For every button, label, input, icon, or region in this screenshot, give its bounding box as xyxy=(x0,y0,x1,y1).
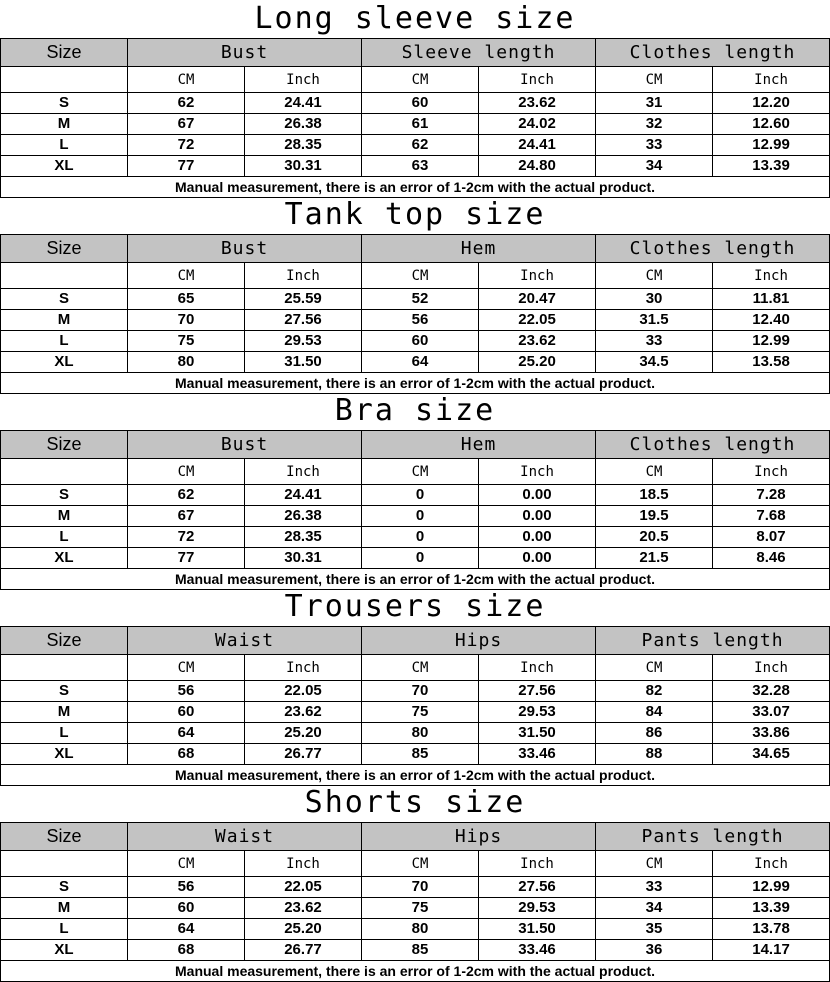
measurement-value: 25.20 xyxy=(245,723,362,744)
unit-label: Inch xyxy=(713,851,830,877)
measurement-value: 27.56 xyxy=(479,877,596,898)
measurement-value: 61 xyxy=(362,114,479,135)
measurement-value: 72 xyxy=(128,527,245,548)
table-row xyxy=(1,331,830,352)
measurement-value: 0.00 xyxy=(479,506,596,527)
measure-group-header: Bust xyxy=(128,235,362,263)
size-column-header: Size xyxy=(1,431,128,459)
measurement-value: 0 xyxy=(362,485,479,506)
header-row xyxy=(1,431,830,459)
unit-label: CM xyxy=(362,655,479,681)
measurement-value: 70 xyxy=(362,681,479,702)
measurement-value: 68 xyxy=(128,940,245,961)
unit-label: CM xyxy=(596,851,713,877)
size-table xyxy=(0,822,830,982)
unit-label: CM xyxy=(596,263,713,289)
measurement-value: 29.53 xyxy=(245,331,362,352)
section-title: Shorts size xyxy=(304,785,526,820)
measurement-value: 56 xyxy=(128,681,245,702)
measurement-value: 12.99 xyxy=(713,331,830,352)
unit-label: CM xyxy=(362,851,479,877)
measurement-value: 77 xyxy=(128,156,245,177)
measurement-value: 8.07 xyxy=(713,527,830,548)
measurement-value: 23.62 xyxy=(479,331,596,352)
measurement-value: 31.50 xyxy=(245,352,362,373)
measurement-value: 24.02 xyxy=(479,114,596,135)
size-column-header: Size xyxy=(1,627,128,655)
header-row xyxy=(1,235,830,263)
measurement-value: 18.5 xyxy=(596,485,713,506)
measurement-value: 28.35 xyxy=(245,135,362,156)
measurement-value: 13.39 xyxy=(713,898,830,919)
size-label: XL xyxy=(1,744,128,765)
unit-label: CM xyxy=(362,459,479,485)
size-label: S xyxy=(1,485,128,506)
size-table xyxy=(0,626,830,786)
table-row xyxy=(1,156,830,177)
table-row xyxy=(1,681,830,702)
size-section xyxy=(0,0,830,196)
table-row xyxy=(1,506,830,527)
measurement-value: 65 xyxy=(128,289,245,310)
size-label: L xyxy=(1,919,128,940)
size-label: S xyxy=(1,93,128,114)
measurement-value: 12.40 xyxy=(713,310,830,331)
measurement-value: 85 xyxy=(362,744,479,765)
measurement-value: 27.56 xyxy=(479,681,596,702)
size-label: M xyxy=(1,506,128,527)
unit-row-blank-cell xyxy=(1,67,128,93)
measurement-value: 62 xyxy=(362,135,479,156)
table-row xyxy=(1,940,830,961)
measurement-value: 24.41 xyxy=(479,135,596,156)
unit-label: Inch xyxy=(713,263,830,289)
measurement-value: 56 xyxy=(128,877,245,898)
size-label: M xyxy=(1,898,128,919)
measurement-value: 64 xyxy=(128,919,245,940)
unit-row-blank-cell xyxy=(1,459,128,485)
unit-label: CM xyxy=(596,459,713,485)
measurement-value: 12.99 xyxy=(713,135,830,156)
measure-group-header: Hem xyxy=(362,235,596,263)
measurement-value: 12.20 xyxy=(713,93,830,114)
unit-label: Inch xyxy=(245,67,362,93)
measurement-value: 33 xyxy=(596,135,713,156)
section-title: Bra size xyxy=(334,393,496,428)
measurement-value: 0.00 xyxy=(479,485,596,506)
measurement-value: 22.05 xyxy=(245,681,362,702)
measurement-value: 0 xyxy=(362,527,479,548)
measurement-value: 26.38 xyxy=(245,114,362,135)
measurement-value: 35 xyxy=(596,919,713,940)
unit-label: Inch xyxy=(713,459,830,485)
size-label: XL xyxy=(1,940,128,961)
measurement-value: 28.35 xyxy=(245,527,362,548)
measurement-value: 20.47 xyxy=(479,289,596,310)
measurement-value: 33 xyxy=(596,877,713,898)
size-label: XL xyxy=(1,156,128,177)
measurement-value: 13.78 xyxy=(713,919,830,940)
size-section xyxy=(0,196,830,392)
header-row xyxy=(1,823,830,851)
measurement-value: 34 xyxy=(596,898,713,919)
unit-row xyxy=(1,67,830,93)
measurement-value: 31.50 xyxy=(479,919,596,940)
measurement-value: 8.46 xyxy=(713,548,830,569)
unit-row xyxy=(1,263,830,289)
size-label: XL xyxy=(1,548,128,569)
table-row xyxy=(1,877,830,898)
measurement-value: 30.31 xyxy=(245,548,362,569)
size-label: M xyxy=(1,114,128,135)
unit-label: CM xyxy=(596,67,713,93)
measurement-value: 32.28 xyxy=(713,681,830,702)
unit-label: CM xyxy=(362,67,479,93)
measurement-value: 62 xyxy=(128,485,245,506)
measurement-value: 27.56 xyxy=(245,310,362,331)
unit-label: CM xyxy=(128,851,245,877)
measurement-value: 24.80 xyxy=(479,156,596,177)
measurement-value: 75 xyxy=(128,331,245,352)
section-title: Trousers size xyxy=(284,589,546,624)
measurement-value: 34 xyxy=(596,156,713,177)
table-row xyxy=(1,527,830,548)
measurement-value: 19.5 xyxy=(596,506,713,527)
measurement-value: 70 xyxy=(362,877,479,898)
measurement-value: 25.20 xyxy=(479,352,596,373)
unit-label: Inch xyxy=(479,851,596,877)
table-row xyxy=(1,485,830,506)
unit-label: CM xyxy=(128,459,245,485)
measurement-value: 67 xyxy=(128,114,245,135)
measurement-note: Manual measurement, there is an error of 1-2cm with the actual product. xyxy=(1,765,830,786)
measurement-value: 23.62 xyxy=(479,93,596,114)
measurement-value: 26.77 xyxy=(245,744,362,765)
measure-group-header: Waist xyxy=(128,627,362,655)
measurement-value: 7.68 xyxy=(713,506,830,527)
size-table xyxy=(0,430,830,590)
measurement-value: 86 xyxy=(596,723,713,744)
size-column-header: Size xyxy=(1,823,128,851)
unit-label: Inch xyxy=(245,655,362,681)
measurement-value: 64 xyxy=(362,352,479,373)
note-row xyxy=(1,373,830,394)
measure-group-header: Pants length xyxy=(596,627,830,655)
table-row xyxy=(1,135,830,156)
measurement-value: 33 xyxy=(596,331,713,352)
size-label: S xyxy=(1,877,128,898)
size-label: L xyxy=(1,331,128,352)
measurement-value: 25.59 xyxy=(245,289,362,310)
measurement-value: 84 xyxy=(596,702,713,723)
measurement-value: 13.58 xyxy=(713,352,830,373)
unit-row xyxy=(1,459,830,485)
measurement-value: 77 xyxy=(128,548,245,569)
measure-group-header: Pants length xyxy=(596,823,830,851)
unit-label: CM xyxy=(128,263,245,289)
measurement-value: 34.5 xyxy=(596,352,713,373)
table-row xyxy=(1,898,830,919)
measurement-note: Manual measurement, there is an error of 1-2cm with the actual product. xyxy=(1,373,830,394)
measurement-value: 24.41 xyxy=(245,485,362,506)
measurement-value: 31.50 xyxy=(479,723,596,744)
measurement-value: 82 xyxy=(596,681,713,702)
measurement-value: 85 xyxy=(362,940,479,961)
measurement-value: 34.65 xyxy=(713,744,830,765)
unit-label: Inch xyxy=(479,459,596,485)
measurement-value: 60 xyxy=(362,93,479,114)
measurement-value: 70 xyxy=(128,310,245,331)
measurement-value: 20.5 xyxy=(596,527,713,548)
measurement-value: 26.77 xyxy=(245,940,362,961)
measurement-note: Manual measurement, there is an error of 1-2cm with the actual product. xyxy=(1,177,830,198)
unit-label: Inch xyxy=(245,263,362,289)
size-table xyxy=(0,234,830,394)
unit-label: CM xyxy=(362,263,479,289)
measurement-value: 72 xyxy=(128,135,245,156)
measurement-value: 30 xyxy=(596,289,713,310)
unit-label: Inch xyxy=(479,263,596,289)
table-row xyxy=(1,723,830,744)
section-title: Long sleeve size xyxy=(254,1,576,36)
measurement-value: 64 xyxy=(128,723,245,744)
measurement-value: 31 xyxy=(596,93,713,114)
measure-group-header: Bust xyxy=(128,431,362,459)
header-row xyxy=(1,627,830,655)
measurement-note: Manual measurement, there is an error of 1-2cm with the actual product. xyxy=(1,961,830,982)
measurement-value: 80 xyxy=(362,723,479,744)
size-column-header: Size xyxy=(1,235,128,263)
note-row xyxy=(1,177,830,198)
measurement-value: 75 xyxy=(362,898,479,919)
measure-group-header: Clothes length xyxy=(596,431,830,459)
measurement-value: 60 xyxy=(128,702,245,723)
measurement-value: 12.99 xyxy=(713,877,830,898)
measurement-value: 14.17 xyxy=(713,940,830,961)
measurement-value: 56 xyxy=(362,310,479,331)
measurement-value: 52 xyxy=(362,289,479,310)
measurement-value: 23.62 xyxy=(245,898,362,919)
size-label: L xyxy=(1,135,128,156)
measure-group-header: Clothes length xyxy=(596,235,830,263)
measurement-value: 26.38 xyxy=(245,506,362,527)
measurement-value: 29.53 xyxy=(479,898,596,919)
table-row xyxy=(1,352,830,373)
measure-group-header: Hips xyxy=(362,823,596,851)
unit-row-blank-cell xyxy=(1,655,128,681)
unit-label: Inch xyxy=(479,655,596,681)
measurement-value: 0.00 xyxy=(479,548,596,569)
table-row xyxy=(1,93,830,114)
measurement-value: 11.81 xyxy=(713,289,830,310)
measurement-value: 60 xyxy=(128,898,245,919)
measurement-value: 22.05 xyxy=(245,877,362,898)
note-row xyxy=(1,569,830,590)
unit-row xyxy=(1,655,830,681)
unit-label: CM xyxy=(596,655,713,681)
unit-label: CM xyxy=(128,67,245,93)
measurement-value: 32 xyxy=(596,114,713,135)
unit-label: Inch xyxy=(479,67,596,93)
measurement-value: 36 xyxy=(596,940,713,961)
measurement-value: 0 xyxy=(362,548,479,569)
measurement-value: 33.46 xyxy=(479,940,596,961)
size-label: XL xyxy=(1,352,128,373)
size-column-header: Size xyxy=(1,39,128,67)
measurement-value: 68 xyxy=(128,744,245,765)
size-section xyxy=(0,392,830,588)
measurement-value: 33.07 xyxy=(713,702,830,723)
measurement-value: 31.5 xyxy=(596,310,713,331)
unit-label: Inch xyxy=(713,67,830,93)
measurement-value: 63 xyxy=(362,156,479,177)
table-row xyxy=(1,744,830,765)
measurement-value: 22.05 xyxy=(479,310,596,331)
measurement-value: 75 xyxy=(362,702,479,723)
measurement-value: 60 xyxy=(362,331,479,352)
note-row xyxy=(1,765,830,786)
measure-group-header: Sleeve length xyxy=(362,39,596,67)
note-row xyxy=(1,961,830,982)
measurement-value: 23.62 xyxy=(245,702,362,723)
size-label: L xyxy=(1,527,128,548)
table-row xyxy=(1,702,830,723)
measure-group-header: Waist xyxy=(128,823,362,851)
measurement-note: Manual measurement, there is an error of 1-2cm with the actual product. xyxy=(1,569,830,590)
measurement-value: 80 xyxy=(362,919,479,940)
size-label: S xyxy=(1,681,128,702)
unit-row-blank-cell xyxy=(1,263,128,289)
measurement-value: 12.60 xyxy=(713,114,830,135)
size-label: M xyxy=(1,310,128,331)
measurement-value: 30.31 xyxy=(245,156,362,177)
measurement-value: 88 xyxy=(596,744,713,765)
size-table xyxy=(0,38,830,198)
measurement-value: 33.46 xyxy=(479,744,596,765)
measurement-value: 29.53 xyxy=(479,702,596,723)
table-row xyxy=(1,310,830,331)
unit-label: CM xyxy=(128,655,245,681)
measurement-value: 67 xyxy=(128,506,245,527)
measurement-value: 0.00 xyxy=(479,527,596,548)
size-label: S xyxy=(1,289,128,310)
measure-group-header: Hips xyxy=(362,627,596,655)
unit-row xyxy=(1,851,830,877)
size-label: L xyxy=(1,723,128,744)
size-label: M xyxy=(1,702,128,723)
measurement-value: 33.86 xyxy=(713,723,830,744)
measurement-value: 7.28 xyxy=(713,485,830,506)
unit-label: Inch xyxy=(245,851,362,877)
measurement-value: 25.20 xyxy=(245,919,362,940)
unit-row-blank-cell xyxy=(1,851,128,877)
measurement-value: 62 xyxy=(128,93,245,114)
table-row xyxy=(1,114,830,135)
measurement-value: 24.41 xyxy=(245,93,362,114)
unit-label: Inch xyxy=(245,459,362,485)
measurement-value: 80 xyxy=(128,352,245,373)
measurement-value: 13.39 xyxy=(713,156,830,177)
measure-group-header: Clothes length xyxy=(596,39,830,67)
unit-label: Inch xyxy=(713,655,830,681)
table-row xyxy=(1,548,830,569)
measure-group-header: Bust xyxy=(128,39,362,67)
size-section xyxy=(0,588,830,784)
section-title: Tank top size xyxy=(284,197,546,232)
table-row xyxy=(1,289,830,310)
measurement-value: 21.5 xyxy=(596,548,713,569)
measurement-value: 0 xyxy=(362,506,479,527)
size-section xyxy=(0,784,830,980)
header-row xyxy=(1,39,830,67)
table-row xyxy=(1,919,830,940)
measure-group-header: Hem xyxy=(362,431,596,459)
